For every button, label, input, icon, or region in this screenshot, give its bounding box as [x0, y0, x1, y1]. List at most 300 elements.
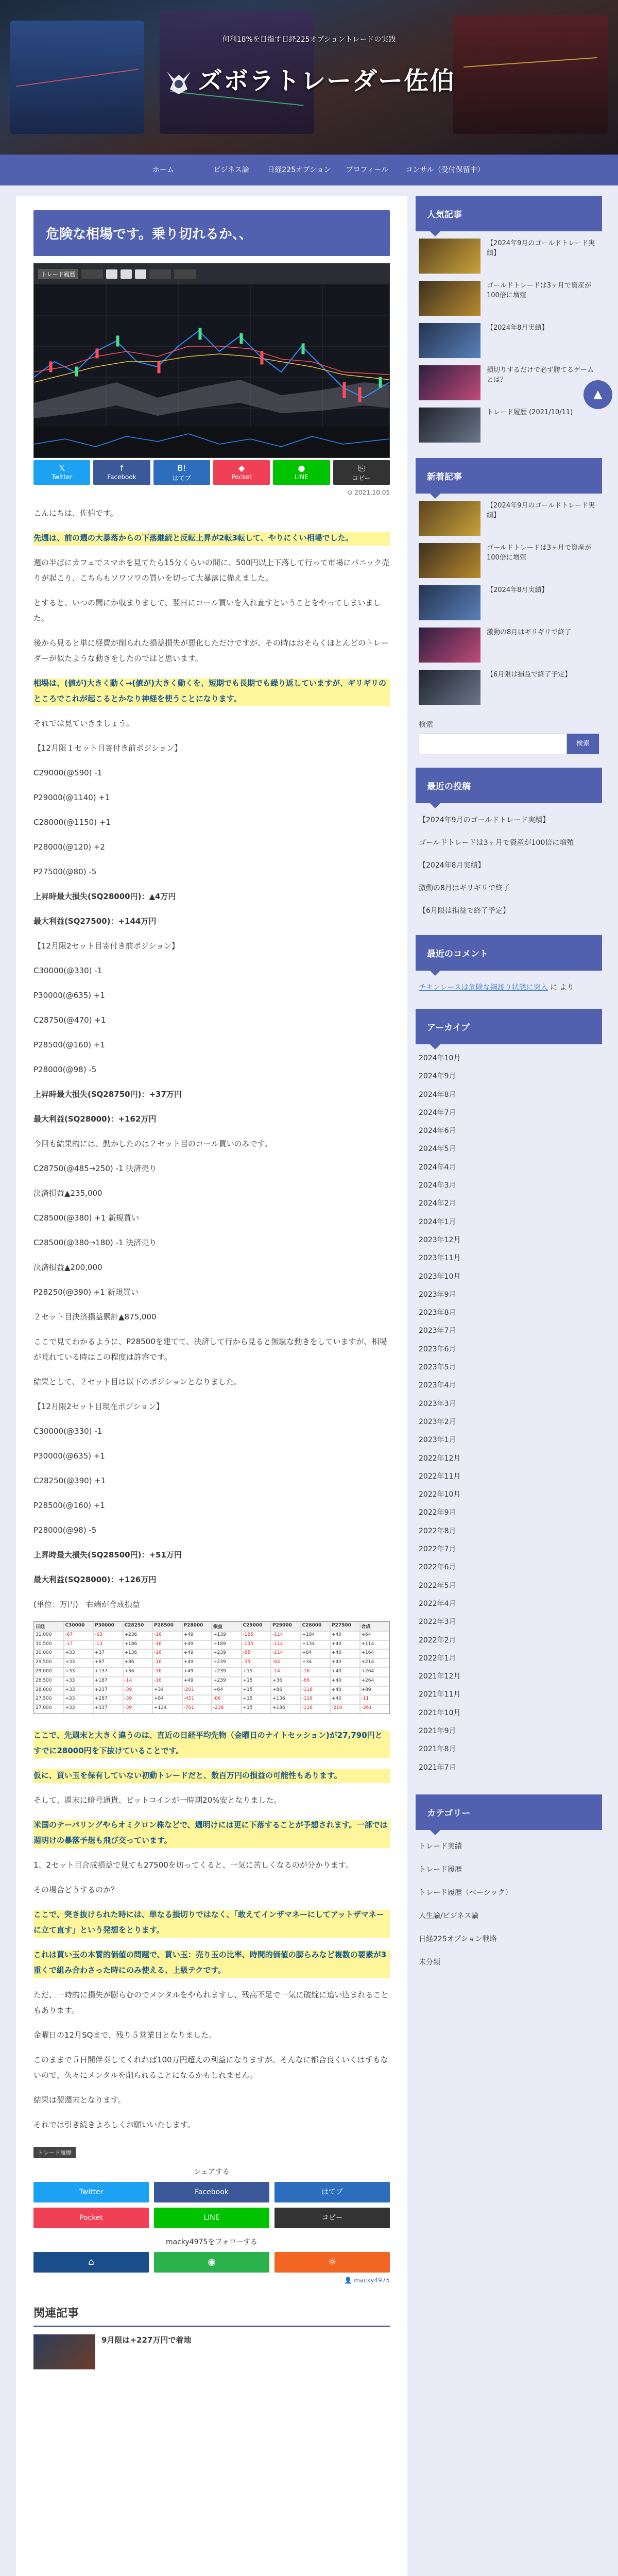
table-cell: +49	[182, 1668, 212, 1677]
archive-link[interactable]: 2024年8月	[419, 1090, 456, 1099]
article-paragraph: それでは見ていきましょう。	[33, 719, 134, 728]
table-cell: -201	[182, 1686, 212, 1696]
article-paragraph: C28750(@485→250) -1 決済売り	[33, 1164, 157, 1173]
share-line-button[interactable]: ● LINE	[273, 460, 330, 485]
post-title: 【2024年8月実績】	[487, 586, 548, 594]
table-cell: -114	[271, 1631, 301, 1640]
table-cell: -16	[152, 1677, 182, 1686]
table-cell: 29,500	[34, 1658, 64, 1668]
back-to-top-button[interactable]: ▲	[583, 380, 612, 409]
archive-link[interactable]: 2024年2月	[419, 1199, 456, 1208]
table-cell: +15	[242, 1668, 271, 1677]
archive-link[interactable]: 2022年12月	[419, 1454, 461, 1463]
table-cell: 28,500	[34, 1677, 64, 1686]
table-cell: -17	[64, 1640, 94, 1650]
table-cell: +36	[123, 1668, 153, 1677]
archive-link[interactable]: 2023年9月	[419, 1290, 456, 1299]
toolbar-box	[174, 269, 196, 279]
recent-comments-heading: 最近のコメント	[416, 935, 602, 971]
candlestick-chart	[34, 284, 389, 457]
copy-icon: ⎘	[358, 463, 365, 473]
archive-link[interactable]: 2021年8月	[419, 1745, 456, 1754]
article-paragraph: 結果として、２セット目は以下のポジションとなりました。	[33, 1377, 242, 1386]
post-thumbnail	[419, 239, 480, 274]
share-hatena-button[interactable]: B! はてブ	[153, 460, 210, 485]
article-paragraph: P28000(@98) -5	[33, 1065, 97, 1074]
table-cell: -16	[152, 1668, 182, 1677]
share-facebook-button[interactable]: f Facebook	[93, 460, 150, 485]
table-cell: -16	[152, 1658, 182, 1668]
archive-link[interactable]: 2024年5月	[419, 1145, 456, 1154]
table-cell: +164	[360, 1649, 390, 1658]
article-paragraph: C30000(@330) -1	[33, 1427, 102, 1436]
nav-item-home[interactable]: ホーム	[152, 166, 174, 174]
table-cell: +337	[93, 1704, 123, 1714]
category-link[interactable]: トレード実績	[419, 1842, 462, 1851]
recent-post-link[interactable]: 激動の8月はギリギリで終了	[419, 884, 510, 892]
home-icon[interactable]: ⌂	[33, 2252, 149, 2273]
article-paragraph: C28750(@470) +1	[33, 1015, 106, 1025]
table-header-cell: 日経	[34, 1622, 64, 1631]
article-paragraph: 今回も結果的には、動かしたのは２セット目のコール買いのみです。	[33, 1139, 272, 1148]
archive-link[interactable]: 2024年6月	[419, 1127, 456, 1136]
table-cell: 28,000	[34, 1686, 64, 1696]
share-bar-bottom	[33, 2182, 390, 2228]
article-paragraph: 上昇時最大損失(SQ28750円)：+37万円	[33, 1090, 182, 1099]
line-icon: ●	[298, 463, 305, 473]
new-post[interactable]	[419, 543, 599, 578]
post-thumbnail	[419, 365, 480, 400]
article-paragraph: P28000(@120) +2	[33, 842, 105, 852]
table-cell: +64	[212, 1686, 242, 1696]
share-facebook-button[interactable]: Facebook	[154, 2182, 269, 2202]
article-paragraph: P28000(@98) -5	[33, 1526, 97, 1535]
article-paragraph: こんにちは、佐伯です。	[33, 509, 118, 518]
eyecatch-chart-image	[33, 263, 390, 458]
article-paragraph: ここで、先週末と大きく違うのは、直近の日経平均先物（金曜日のナイトセッション)が27,790円とすでに28000円を下抜けていることです。	[33, 1727, 390, 1758]
archive-link[interactable]: 2021年12月	[419, 1672, 461, 1681]
twitter-icon: 𝕏	[58, 463, 65, 473]
popular-post[interactable]	[419, 239, 599, 274]
archive-link[interactable]: 2022年9月	[419, 1509, 456, 1517]
table-cell: -114	[271, 1649, 301, 1658]
table-cell: +49	[182, 1649, 212, 1658]
article-paragraph: それでは引き続きよろしくお願いいたします。	[33, 2120, 195, 2129]
share-heading: シェアする	[194, 2168, 230, 2176]
article-paragraph: 後から見ると単に経費が削られた損益損失が悪化しただけですが、その時はおそらくほとんどのトレーダーが似たような動きをしたのではと思います。	[33, 638, 389, 663]
recent-post-link[interactable]: 【2024年8月実績】	[419, 861, 485, 870]
table-cell: -11	[360, 1695, 390, 1704]
table-header-cell: C29000	[242, 1622, 271, 1631]
article-paragraph: 【12月限１セット目寄付き前ポジション】	[33, 743, 182, 753]
table-header-cell: 合成	[360, 1622, 390, 1631]
post-title: 【2024年8月実績】	[487, 324, 548, 332]
archive-link[interactable]: 2023年12月	[419, 1235, 461, 1244]
chart-toolbar	[34, 264, 389, 284]
article-paragraph: 【12月限2セット目現在ポジション】	[33, 1402, 164, 1411]
article-paragraph: 上昇時最大損失(SQ28500円)：+51万円	[33, 1550, 182, 1560]
article-paragraph: ただ、一時的に損失が膨らむのでメンタルをやられますし、残高不足で一気に破綻に追い込まれることもあります。	[33, 1990, 389, 2015]
article-paragraph: C30000(@330) -1	[33, 966, 102, 975]
rss-icon[interactable]: ☼	[274, 2252, 390, 2273]
article-paragraph: 決済損益▲235,000	[33, 1189, 102, 1198]
article-paragraph: 最大利益(SQ28000)：+162万円	[33, 1114, 157, 1124]
search-label: 検索	[419, 721, 433, 729]
table-cell: +33	[64, 1649, 94, 1658]
new-posts-heading: 新着記事	[416, 458, 602, 494]
facebook-icon: f	[120, 463, 124, 473]
category-link[interactable]: 未分類	[419, 1958, 440, 1967]
share-pocket-button[interactable]: ◆ Pocket	[213, 460, 270, 485]
recent-posts-heading: 最近の投稿	[416, 768, 602, 803]
table-cell: -16	[152, 1640, 182, 1650]
article-paragraph: 1、2セット目合成損益で見ても27500を切ってくると、一気に苦しくなるのが分かります。	[33, 1860, 353, 1870]
archive-link[interactable]: 2023年3月	[419, 1399, 456, 1408]
archive-link[interactable]: 2023年2月	[419, 1417, 456, 1426]
table-cell: +236	[123, 1631, 153, 1640]
table-cell: -39	[123, 1686, 153, 1696]
nav-item-profile[interactable]: プロフィール	[346, 166, 389, 174]
table-header-cell: C28000	[301, 1622, 331, 1631]
table-cell: -361	[360, 1704, 390, 1714]
pocket-icon: ◆	[238, 463, 245, 473]
article-paragraph: 上昇時最大損失(SQ28000円)：▲4万円	[33, 892, 176, 901]
article-paragraph: 最大利益(SQ27500)：+144万円	[33, 917, 157, 926]
table-cell: 31,000	[34, 1631, 64, 1640]
table-cell: +86	[123, 1658, 153, 1668]
category-list	[416, 1835, 602, 1974]
toolbar-box	[81, 269, 103, 279]
share-twitter-button[interactable]: Twitter	[33, 2182, 149, 2202]
table-cell: -64	[271, 1658, 301, 1668]
table-header-cell: P30000	[93, 1622, 123, 1631]
share-bar-top	[33, 460, 390, 485]
archive-link[interactable]: 2022年5月	[419, 1581, 456, 1590]
article-paragraph: ここで、突き抜けられた時には、単なる損切りではなく、「敢えてインザマネーにしてアットザマネーに立て直す」という発想をとります。	[33, 1907, 390, 1938]
table-cell: +186	[123, 1640, 153, 1650]
post-title: ゴールドトレードは3ヶ月で資産が100倍に増殖	[487, 282, 592, 299]
post-thumbnail	[419, 670, 480, 705]
table-cell: +34	[301, 1658, 331, 1668]
article-paragraph: (単位：万円) 右端が合成損益	[33, 1600, 140, 1609]
related-post[interactable]	[33, 2334, 390, 2369]
archive-link[interactable]: 2023年4月	[419, 1381, 456, 1390]
new-posts-list	[416, 501, 602, 705]
new-post[interactable]	[419, 585, 599, 620]
article-paragraph: C29000(@590) -1	[33, 768, 102, 777]
archive-link[interactable]: 2022年2月	[419, 1636, 456, 1645]
post-thumbnail	[419, 585, 480, 620]
table-cell: -16	[152, 1631, 182, 1640]
archive-link[interactable]: 2023年1月	[419, 1436, 456, 1445]
table-cell: +264	[360, 1668, 390, 1677]
archive-link[interactable]: 2022年11月	[419, 1472, 461, 1481]
article-paragraph: 仮に、買い玉を保有していない初動トレードだと、数百万円の損益の可能性もあります。	[33, 1768, 390, 1783]
archive-link[interactable]: 2024年1月	[419, 1217, 456, 1226]
table-cell: -85	[242, 1649, 271, 1658]
article-paragraph: このままで５日間伴奏してくれれば100万円超えの利益になりますが、そんなに都合良くいくはずもないので、久々にメンタルを削られることになるかもしれません。	[33, 2055, 388, 2080]
article-paragraph: その場合どうするのか？	[33, 1885, 119, 1894]
popular-post[interactable]	[419, 281, 599, 316]
article-paragraph: とすると、いつの間にか収まりまして、翌日にコール買いを入れ直すということをやってしまいました。	[33, 598, 381, 623]
category-link[interactable]: 日経225オプション戦略	[419, 1935, 497, 1943]
table-cell: +139	[212, 1631, 242, 1640]
table-cell: +84	[301, 1649, 331, 1658]
post-thumbnail	[419, 501, 480, 536]
table-cell: -14	[271, 1668, 301, 1677]
table-header-cell: P29000	[271, 1622, 301, 1631]
article-paragraph: C28250(@390) +1	[33, 1476, 106, 1485]
table-cell: -39	[123, 1695, 153, 1704]
eyecatch-category-tag: トレード履歴	[38, 269, 78, 279]
gorilla-emblem-icon	[163, 66, 195, 98]
article-paragraph: 結果は翌週末となります。	[33, 2095, 126, 2105]
table-cell: +40	[330, 1631, 360, 1640]
table-header-cell: C30000	[64, 1622, 94, 1631]
archive-link[interactable]: 2024年9月	[419, 1072, 456, 1081]
archive-link[interactable]: 2022年3月	[419, 1618, 456, 1626]
search-input[interactable]	[419, 734, 567, 754]
article-body-continued	[33, 1727, 390, 2132]
category-link[interactable]: トレード履歴	[419, 1865, 462, 1874]
related-title: 9月限は+227万円で着地	[101, 2335, 192, 2345]
post-title: トレード履歴 (2021/10/11)	[487, 409, 573, 416]
archive-link[interactable]: 2023年10月	[419, 1272, 461, 1281]
article-paragraph: P28500(@160) +1	[33, 1501, 105, 1510]
table-cell: -114	[271, 1640, 301, 1650]
share-copy-button[interactable]: ⎘ コピー	[333, 460, 390, 485]
article-paragraph: 【12月限2セット目寄付き前ポジション】	[33, 941, 179, 951]
table-cell: +15	[242, 1677, 271, 1686]
table-cell: +214	[360, 1658, 390, 1668]
feedly-icon[interactable]: ◉	[154, 2252, 269, 2273]
site-logo-text: ズボラトレーダー佐伯	[197, 66, 455, 95]
table-header-cell: P27500	[330, 1622, 360, 1631]
article-paragraph: P29000(@1140) +1	[33, 793, 110, 802]
recent-comment: チキンレースは危険な綱渡り状態に突入 に より	[419, 984, 574, 992]
archive-link[interactable]: 2022年8月	[419, 1527, 456, 1535]
article-paragraph: 決済損益▲200,000	[33, 1263, 102, 1272]
table-cell: 27,000	[34, 1704, 64, 1714]
recent-posts-list	[416, 808, 602, 922]
nav-item-nikkei-option[interactable]: 日経225オプション	[267, 166, 331, 174]
category-link[interactable]: トレード履歴（ベーシック）	[419, 1888, 512, 1897]
table-cell: +114	[360, 1640, 390, 1650]
archive-link[interactable]: 2024年7月	[419, 1108, 456, 1117]
hatena-icon: B!	[177, 463, 186, 473]
nav-item-consult[interactable]: コンサル（受付保留中）	[405, 166, 485, 174]
table-cell: -86	[212, 1695, 242, 1704]
table-cell: -66	[301, 1677, 331, 1686]
article-paragraph: P28500(@160) +1	[33, 1040, 105, 1049]
table-cell: +134	[301, 1640, 331, 1650]
table-cell: -14	[123, 1677, 153, 1686]
table-cell: +33	[64, 1668, 94, 1677]
popular-post[interactable]	[419, 365, 599, 400]
post-thumbnail	[419, 323, 480, 358]
article-paragraph: C28000(@1150) +1	[33, 818, 111, 827]
table-cell: +40	[330, 1695, 360, 1704]
search-button[interactable]: 検索	[567, 734, 599, 754]
table-cell: +239	[212, 1668, 242, 1677]
table-cell: -236	[212, 1704, 242, 1714]
post-title: 【2024年9月のゴールドトレード実績】	[487, 502, 595, 519]
share-hatena-button[interactable]: はてブ	[274, 2182, 390, 2202]
table-cell: +33	[64, 1704, 94, 1714]
article-paragraph: 相場は、(値が)大きく動く→(値が)大きく動くを、短期でも長期でも繰り返していますが、ギリギリのところでこれが起こるとかなり神経を使うことになります。	[33, 675, 390, 706]
archive-link[interactable]: 2021年10月	[419, 1708, 461, 1717]
article-paragraph: そして、週末に暗号通貨、ビットコインが一時期20%安となりました。	[33, 1795, 282, 1805]
table-cell: -16	[152, 1649, 182, 1658]
article-paragraph: ２セット目決済損益累計▲875,000	[33, 1312, 157, 1321]
archive-link[interactable]: 2023年5月	[419, 1363, 456, 1372]
post-thumbnail	[419, 543, 480, 578]
archive-link[interactable]: 2023年7月	[419, 1327, 456, 1335]
table-header-cell: P28500	[152, 1622, 182, 1631]
post-thumbnail	[419, 628, 480, 663]
post-title: 損切りするだけで必ず勝てるゲームとは？	[487, 366, 594, 384]
category-tag[interactable]: トレード履歴	[33, 2147, 76, 2158]
table-cell: 30,500	[34, 1640, 64, 1650]
table-cell: +239	[212, 1649, 242, 1658]
archive-link[interactable]: 2024年4月	[419, 1163, 456, 1172]
share-pocket-button[interactable]: Pocket	[33, 2208, 149, 2228]
article-paragraph: これは買い玉の本質的価値の問題で、買い玉：売り玉の比率、時間的価値の膨らみなど複数の要素が3重くで組み合わさった時にのみ使える、上級テクです。	[33, 1947, 390, 1978]
article-title: 危険な相場です。乗り切れるか、、	[33, 210, 390, 256]
table-header-cell: P28000	[182, 1622, 212, 1631]
article-body	[33, 505, 390, 1612]
table-cell: +40	[330, 1677, 360, 1686]
post-title: ゴールドトレードは3ヶ月で資産が100倍に増殖	[487, 544, 592, 562]
archive-link[interactable]: 2022年1月	[419, 1654, 456, 1663]
popular-post[interactable]	[419, 408, 599, 443]
article-paragraph: C28500(@380→180) -1 決済売り	[33, 1238, 157, 1247]
table-cell: +15	[242, 1704, 271, 1714]
site-tagline: 何利18%を目指す日経225オプショントレードの実践	[222, 36, 396, 44]
table-cell: +134	[152, 1704, 182, 1714]
post-title: 激動の8月はギリギリで終了	[487, 629, 572, 636]
article-paragraph: P30000(@635) +1	[33, 1451, 105, 1461]
article-paragraph: P27500(@80) -5	[33, 867, 97, 876]
toolbar-box	[149, 269, 171, 279]
recent-post-link[interactable]: 【2024年9月のゴールドトレード実績】	[419, 816, 550, 824]
table-cell: +33	[64, 1686, 94, 1696]
table-cell: +34	[152, 1686, 182, 1696]
table-cell: +40	[330, 1640, 360, 1650]
comment-post-link[interactable]: チキンレースは危険な綱渡り状態に突入	[419, 984, 548, 992]
archive-link[interactable]: 2023年6月	[419, 1345, 456, 1353]
table-cell: +239	[212, 1658, 242, 1668]
follow-heading: macky4975をフォローする	[165, 2238, 258, 2246]
table-cell: +189	[212, 1640, 242, 1650]
popular-post[interactable]	[419, 323, 599, 358]
archive-link[interactable]: 2022年6月	[419, 1563, 456, 1572]
category-link[interactable]: 人生論/ビジネス論	[419, 1911, 479, 1920]
archive-link[interactable]: 2021年7月	[419, 1763, 456, 1772]
table-cell: +36	[271, 1677, 301, 1686]
new-post[interactable]	[419, 501, 599, 536]
table-cell: +40	[330, 1686, 360, 1696]
table-header-cell: 損益	[212, 1622, 242, 1631]
table-cell: +87	[93, 1658, 123, 1668]
archive-link[interactable]: 2023年8月	[419, 1309, 456, 1317]
article-paragraph: 米国のテーパリングやらオミクロン株などで、週明けには更に下落することが予想されます。一部では週明けの暴落予想も飛び交っています。	[33, 1817, 390, 1848]
table-header-cell: C28250	[123, 1622, 153, 1631]
table-cell: +49	[182, 1658, 212, 1668]
archive-list	[416, 1049, 602, 1777]
table-cell: +40	[330, 1649, 360, 1658]
table-cell: 29,000	[34, 1668, 64, 1677]
new-post[interactable]	[419, 628, 599, 663]
post-title: 【2024年9月のゴールドトレード実績】	[487, 240, 595, 257]
related-thumbnail	[33, 2334, 95, 2369]
category-heading: カテゴリー	[416, 1794, 602, 1830]
share-line-button[interactable]: LINE	[154, 2208, 269, 2228]
table-cell: +49	[182, 1640, 212, 1650]
table-cell: -116	[301, 1704, 331, 1714]
table-cell: -451	[182, 1695, 212, 1704]
author-link[interactable]: 👤 macky4975	[344, 2277, 390, 2284]
archive-link[interactable]: 2024年3月	[419, 1181, 456, 1190]
toolbar-box	[106, 269, 117, 279]
post-thumbnail	[419, 281, 480, 316]
related-heading: 関連記事	[33, 2304, 390, 2327]
post-title: 【6月限は損益で終了予定】	[487, 671, 572, 679]
article-paragraph: P28250(@390) +1 新規買い	[33, 1287, 139, 1297]
article-paragraph: 先週は、前の週の大暴落からの下落継続と反転上昇が2転3転して、やりにくい相場でした。	[33, 530, 390, 546]
archive-link[interactable]: 2023年11月	[419, 1254, 461, 1263]
table-cell: +136	[271, 1695, 301, 1704]
post-thumbnail	[419, 408, 480, 443]
popular-heading: 人気記事	[416, 196, 602, 231]
share-twitter-button[interactable]: 𝕏 Twitter	[33, 460, 90, 485]
table-cell: +86	[271, 1686, 301, 1696]
table-cell: +33	[64, 1658, 94, 1668]
table-cell: -116	[301, 1686, 331, 1696]
archive-link[interactable]: 2024年10月	[419, 1054, 461, 1062]
table-cell: -135	[242, 1640, 271, 1650]
share-copy-button[interactable]: コピー	[274, 2208, 390, 2228]
table-cell: 30,000	[34, 1649, 64, 1658]
article-paragraph: P30000(@635) +1	[33, 991, 105, 1000]
table-cell: +237	[93, 1686, 123, 1696]
recent-post-link[interactable]: ゴールドトレードは3ヶ月で資産が100倍に増殖	[419, 839, 574, 847]
archive-link[interactable]: 2022年4月	[419, 1599, 456, 1608]
table-cell: -63	[93, 1631, 123, 1640]
table-cell: -13	[93, 1640, 123, 1650]
new-post[interactable]	[419, 670, 599, 705]
nav-item-business[interactable]: ビジネス論	[213, 166, 249, 174]
table-cell: +64	[360, 1631, 390, 1640]
table-cell: +37	[93, 1649, 123, 1658]
archive-link[interactable]: 2021年11月	[419, 1690, 461, 1699]
archive-link[interactable]: 2021年9月	[419, 1726, 456, 1735]
site-logo[interactable]	[0, 61, 618, 98]
site-header	[0, 0, 618, 155]
table-cell: -701	[182, 1704, 212, 1714]
table-cell: +184	[301, 1631, 331, 1640]
article-paragraph: 週の半ばにカフェでスマホを見てたら15分くらいの間に、500円以上下落して行って市場にパニック売りが起こり、こちらもソワソワの買いを切って大暴落に備えました。	[33, 558, 390, 583]
article-main	[16, 196, 407, 2576]
article-paragraph: C28500(@380) +1 新規買い	[33, 1213, 140, 1223]
table-cell: +89	[360, 1686, 390, 1696]
table-cell: +49	[182, 1677, 212, 1686]
archive-link[interactable]: 2022年10月	[419, 1490, 461, 1499]
table-cell: -116	[301, 1695, 331, 1704]
recent-post-link[interactable]: 【6月限は損益で終了予定】	[419, 907, 510, 915]
table-cell: -35	[242, 1658, 271, 1668]
archive-link[interactable]: 2022年7月	[419, 1545, 456, 1554]
